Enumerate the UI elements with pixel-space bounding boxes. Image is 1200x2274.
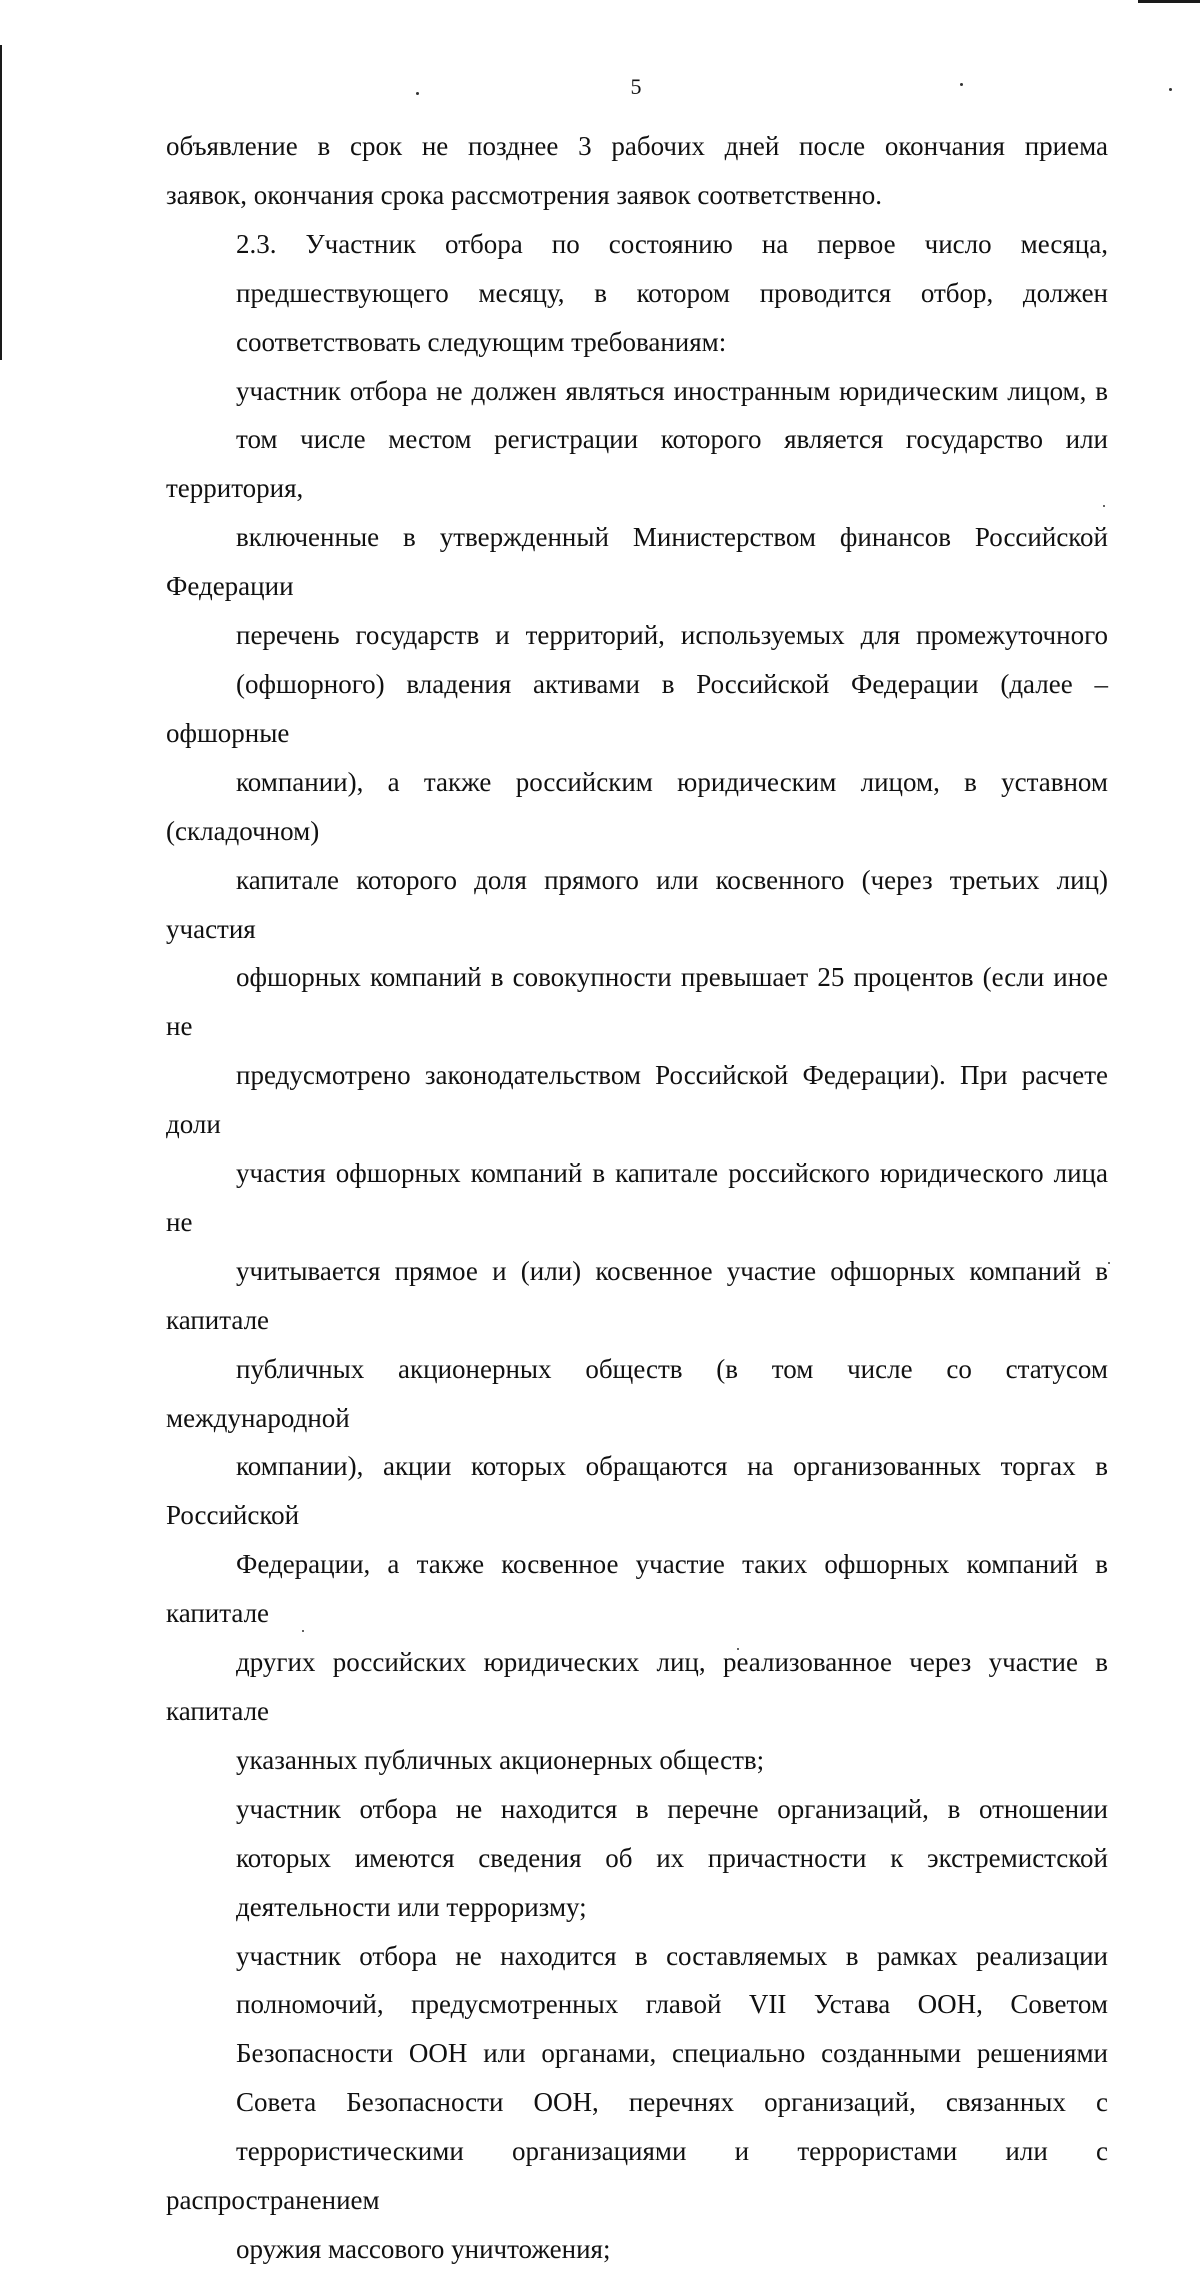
text-line: деятельности или терроризму; — [236, 1891, 587, 1922]
text-line: участник отбора не должен являться иностранным юридическим лицом, в — [236, 375, 1108, 406]
text-line: публичных акционерных обществ (в том числе со статусом международной — [166, 1353, 1108, 1433]
text-line: участник отбора не находится в перечне организаций, в отношении — [236, 1793, 1108, 1824]
text-line: Совета Безопасности ООН, перечнях организаций, связанных с — [236, 2087, 1108, 2118]
text-line: (офшорного) владения активами в Российской Федерации (далее – офшорные — [166, 668, 1108, 748]
text-line: включенные в утвержденный Министерством финансов Российской Федерации — [166, 522, 1108, 602]
paragraph-offshore-requirement — [166, 367, 1108, 1785]
text-line: полномочий, предусмотренных главой VII Устава ООН, Советом — [236, 1989, 1108, 2020]
text-line: офшорных компаний в совокупности превышает 25 процентов (если иное не — [166, 962, 1108, 1042]
page-number: 5 — [630, 74, 642, 99]
paragraph-announcement-deadline — [166, 122, 1108, 220]
text-line: предшествующего месяцу, в котором проводится отбор, должен — [236, 277, 1108, 308]
text-line: Безопасности ООН или органами, специально созданными решениями — [236, 2038, 1108, 2069]
text-line: оружия массового уничтожения; — [236, 2233, 611, 2264]
text-line: предусмотрено законодательством Российской Федерации). При расчете доли — [166, 1060, 1108, 1140]
text-line: 2.3. Участник отбора по состоянию на первое число месяца, — [236, 228, 1108, 259]
text-line: террористическими организациями и террористами или с распространением — [166, 2136, 1108, 2216]
text-line: заявок, окончания срока рассмотрения заявок соответственно. — [166, 179, 883, 210]
text-line: указанных публичных акционерных обществ; — [236, 1744, 765, 1775]
scan-border-top-right — [1138, 0, 1200, 3]
text-line: соответствовать следующим требованиям: — [236, 326, 727, 357]
text-line: том числе местом регистрации которого является государство или территория, — [166, 424, 1108, 504]
text-line: компании), акции которых обращаются на организованных торгах в Российской — [166, 1451, 1108, 1531]
text-line: других российских юридических лиц, реализованное через участие в капитале — [166, 1647, 1108, 1726]
text-line: участник отбора не находится в составляемых в рамках реализации — [236, 1940, 1108, 1971]
paragraph-un-sanctions-requirement — [166, 1932, 1108, 2274]
text-line: капитале которого доля прямого или косвенного (через третьих лиц) участия — [166, 864, 1108, 944]
text-line: перечень государств и территорий, используемых для промежуточного — [236, 620, 1108, 651]
text-line: участия офшорных компаний в капитале российского юридического лица не — [166, 1158, 1108, 1237]
paragraph-extremism-requirement — [166, 1785, 1108, 1932]
paragraph-section-2-3 — [166, 220, 1108, 367]
text-line: которых имеются сведения об их причастности к экстремистской — [236, 1842, 1108, 1873]
text-line: объявление в срок не позднее 3 рабочих дней после окончания приема — [166, 131, 1108, 161]
text-line: учитывается прямое и (или) косвенное участие офшорных компаний в капитале — [166, 1255, 1108, 1335]
text-line: Федерации, а также косвенное участие таких офшорных компаний в капитале — [166, 1549, 1108, 1629]
scan-speck — [1108, 1262, 1110, 1264]
text-line: компании), а также российским юридическим лицом, в уставном (складочном) — [166, 766, 1108, 846]
document-body — [166, 122, 1108, 2274]
